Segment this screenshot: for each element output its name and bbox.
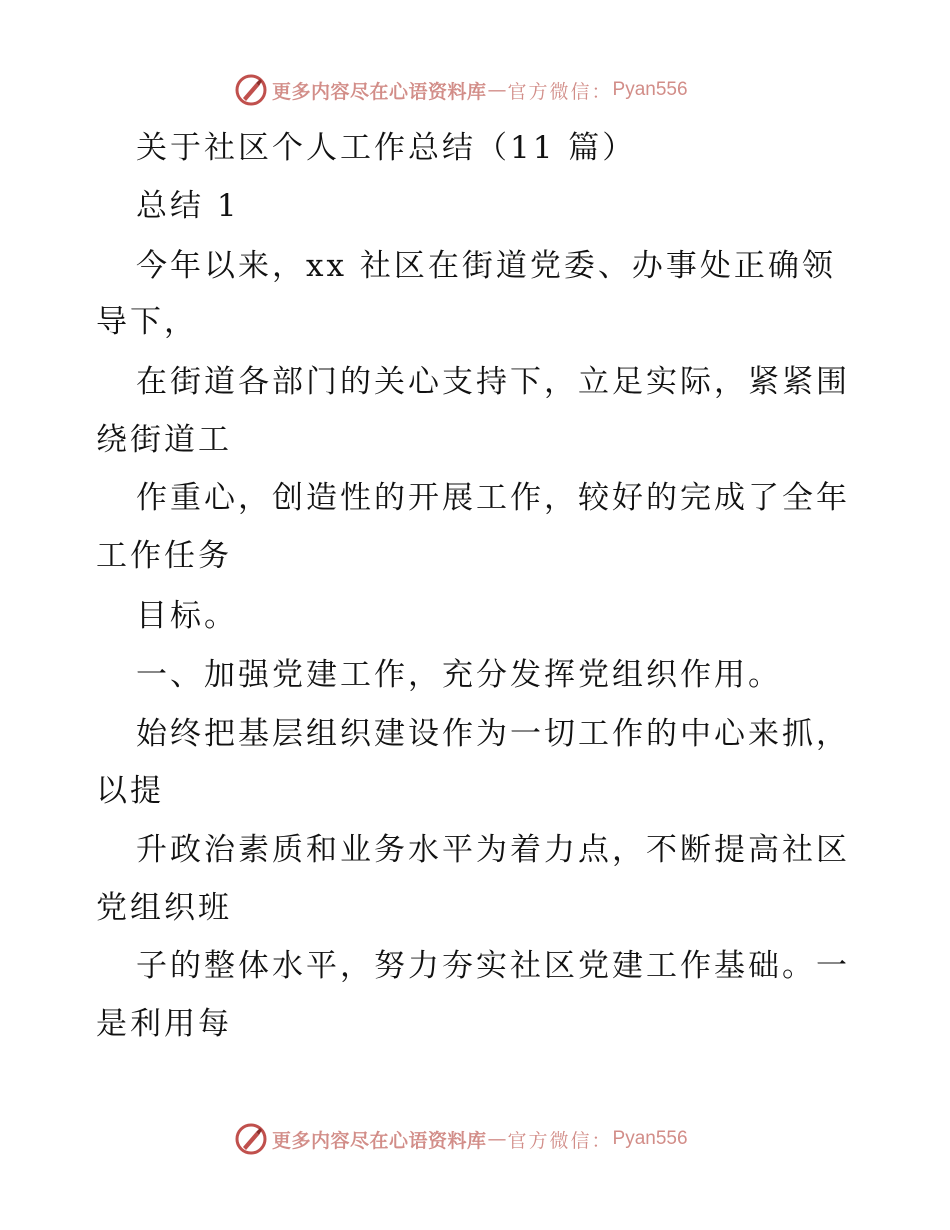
- watermark-account: Pyan556: [612, 1128, 688, 1149]
- text-line: 党组织班: [96, 890, 232, 926]
- text-line: 作重心，创造性的开展工作，较好的完成了全年: [136, 480, 850, 516]
- text-line: 子的整体水平，努力夯实社区党建工作基础。一: [136, 948, 850, 984]
- list-heading: 一、加强党建工作，充分发挥党组织作用。: [136, 657, 782, 693]
- pen-logo-icon: [234, 73, 268, 107]
- text-line: 目标。: [136, 598, 238, 634]
- watermark-account: Pyan556: [612, 79, 688, 100]
- watermark-dash: —: [487, 79, 507, 101]
- text-line: 工作任务: [96, 538, 232, 574]
- watermark-site: 更多内容尽在心语资料库: [272, 1129, 487, 1152]
- pen-logo-icon: [234, 1122, 268, 1156]
- document-title: 关于社区个人工作总结（11 篇）: [136, 130, 637, 166]
- text-line: 今年以来，xx 社区在街道党委、办事处正确领: [136, 248, 836, 284]
- header-watermark: [234, 72, 688, 108]
- text-line: 是利用每: [96, 1006, 232, 1042]
- text-line: 导下，: [96, 304, 198, 340]
- text-line: 绕街道工: [96, 422, 232, 458]
- section-heading: 总结 1: [136, 188, 240, 224]
- watermark-site: 更多内容尽在心语资料库: [272, 80, 487, 103]
- text-line: 以提: [96, 773, 164, 809]
- watermark-official: 官方微信：: [507, 80, 613, 103]
- text-line: 在街道各部门的关心支持下，立足实际，紧紧围: [136, 364, 850, 400]
- text-line: 升政治素质和业务水平为着力点，不断提高社区: [136, 832, 850, 868]
- footer-watermark: [234, 1121, 688, 1157]
- watermark-dash: —: [487, 1128, 507, 1150]
- text-line: 始终把基层组织建设作为一切工作的中心来抓，: [136, 716, 850, 752]
- watermark-official: 官方微信：: [507, 1129, 613, 1152]
